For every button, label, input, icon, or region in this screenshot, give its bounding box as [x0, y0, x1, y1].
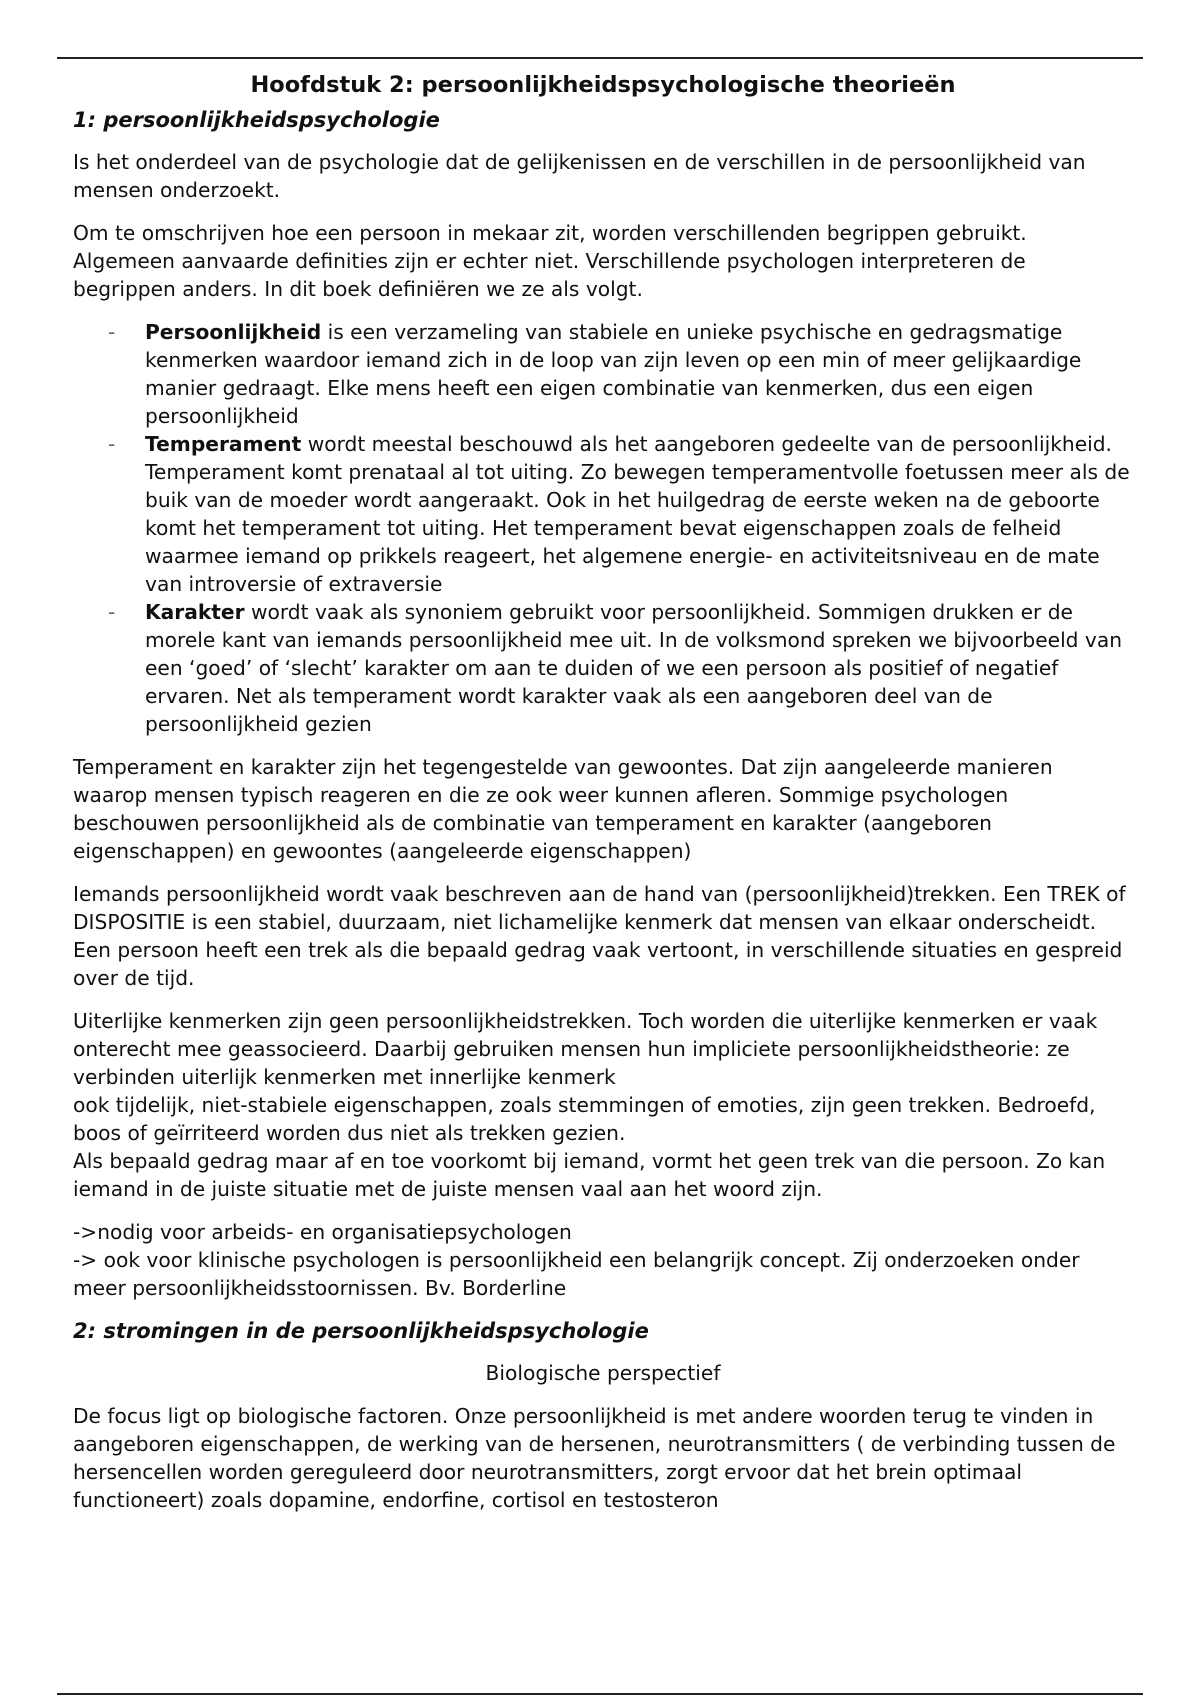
page-title: Hoofdstuk 2: persoonlijkheidspsychologische theorieën	[250, 72, 956, 98]
paragraph-trekken: Iemands persoonlijkheid wordt vaak beschreven aan de hand van (persoonlijkheid)trekken. Een TREK of DISPOSITIE is een stabiel, duurzaam, niet lichamelijke kenmerk dat mensen van elkaar onderscheidt. Een persoon heeft een trek als die bepaald gedrag vaak vertoont, in verschillende situaties en gespreid over de tijd.	[73, 882, 1126, 990]
text-line: Uiterlijke kenmerken zijn geen persoonlijkheidstrekken. Toch worden die uiterlijke kenmerken er vaak onterecht mee geassocieerd. Daarbij gebruiken mensen hun impliciete persoonlijkheidstheorie: ze verbinden uiterlijk kenmerken met innerlijke kenmerk	[73, 1009, 1098, 1089]
dash-bullet: -	[108, 432, 116, 456]
term-persoonlijkheid: Persoonlijkheid	[145, 320, 322, 344]
top-rule	[57, 57, 1143, 59]
paragraph-toepassingen	[73, 1218, 1133, 1302]
term-temperament: Temperament	[145, 432, 302, 456]
paragraph-biologisch: De focus ligt op biologische factoren. Onze persoonlijkheid is met andere woorden terug te vinden in aangeboren eigenschappen, de werking van de hersenen, neurotransmitters ( de verbinding tussen de hersencellen worden gereguleerd door neurotransmitters, zorgt ervoor dat het brein optimaal functioneert) zoals dopamine, endorfine, cortisol en testosteron	[73, 1404, 1116, 1512]
term-karakter: Karakter	[145, 600, 245, 624]
paragraph-gewoontes: Temperament en karakter zijn het tegengestelde van gewoontes. Dat zijn aangeleerde manieren waarop mensen typisch reageren en die ze ook weer kunnen afleren. Sommige psychologen beschouwen persoonlijkheid als de combinatie van temperament en karakter (aangeboren eigenschappen) en gewoontes (aangeleerde eigenschappen)	[73, 755, 1053, 863]
bottom-rule	[57, 1693, 1143, 1695]
document-page	[73, 70, 1133, 1529]
paragraph-concepts: Om te omschrijven hoe een persoon in mekaar zit, worden verschillenden begrippen gebruikt. Algemeen aanvaarde definities zijn er echter niet. Verschillende psychologen interpreteren de begrippen anders. In dit boek definiëren we ze als volgt.	[73, 221, 1027, 301]
term-description: is een verzameling van stabiele en unieke psychische en gedragsmatige kenmerken waardoor iemand zich in de loop van zijn leven op een min of meer gelijkaardige manier gedraagt. Elke mens heeft een eigen combinatie van kenmerken, dus een eigen persoonlijkheid	[145, 320, 1082, 428]
section-heading-2: 2: stromingen in de persoonlijkheidspsychologie	[73, 1319, 649, 1343]
text-line: ->nodig voor arbeids- en organisatiepsychologen	[73, 1220, 572, 1244]
dash-bullet: -	[108, 600, 116, 624]
term-description: wordt vaak als synoniem gebruikt voor persoonlijkheid. Sommigen drukken er de morele kant van iemands persoonlijkheid mee uit. In de volksmond spreken we bijvoorbeeld van een ‘goed’ of ‘slecht’ karakter om aan te duiden of we een persoon als positief of negatief ervaren. Net als temperament wordt karakter vaak als een aangeboren deel van de persoonlijkheid gezien	[145, 600, 1123, 736]
list-item	[108, 430, 1133, 598]
paragraph-uiterlijke-kenmerken	[73, 1007, 1133, 1203]
list-item	[108, 598, 1133, 738]
definition-list	[73, 318, 1133, 738]
dash-bullet: -	[108, 320, 116, 344]
text-line: Als bepaald gedrag maar af en toe voorkomt bij iemand, vormt het geen trek van die persoon. Zo kan iemand in de juiste situatie met de juiste mensen vaal aan het woord zijn.	[73, 1149, 1106, 1201]
term-description: wordt meestal beschouwd als het aangeboren gedeelte van de persoonlijkheid. Temperament komt prenataal al tot uiting. Zo bewegen temperamentvolle foetussen meer als de buik van de moeder wordt aangeraakt. Ook in het huilgedrag de eerste weken na de geboorte komt het temperament tot uiting. Het temperament bevat eigenschappen zoals de felheid waarmee iemand op prikkels reageert, het algemene energie- en activiteitsniveau en de mate van introversie of extraversie	[145, 432, 1130, 596]
text-line: -> ook voor klinische psychologen is persoonlijkheid een belangrijk concept. Zij onderzoeken onder meer persoonlijkheidsstoornissen. Bv. Borderline	[73, 1248, 1080, 1300]
subheading-biologisch: Biologische perspectief	[485, 1361, 721, 1385]
text-line: ook tijdelijk, niet-stabiele eigenschappen, zoals stemmingen of emoties, zijn geen trekken. Bedroefd, boos of geïrriteerd worden dus niet als trekken gezien.	[73, 1093, 1096, 1145]
list-item	[108, 318, 1133, 430]
section-heading-1: 1: persoonlijkheidspsychologie	[73, 108, 440, 132]
paragraph-definition: Is het onderdeel van de psychologie dat de gelijkenissen en de verschillen in de persoonlijkheid van mensen onderzoekt.	[73, 150, 1086, 202]
